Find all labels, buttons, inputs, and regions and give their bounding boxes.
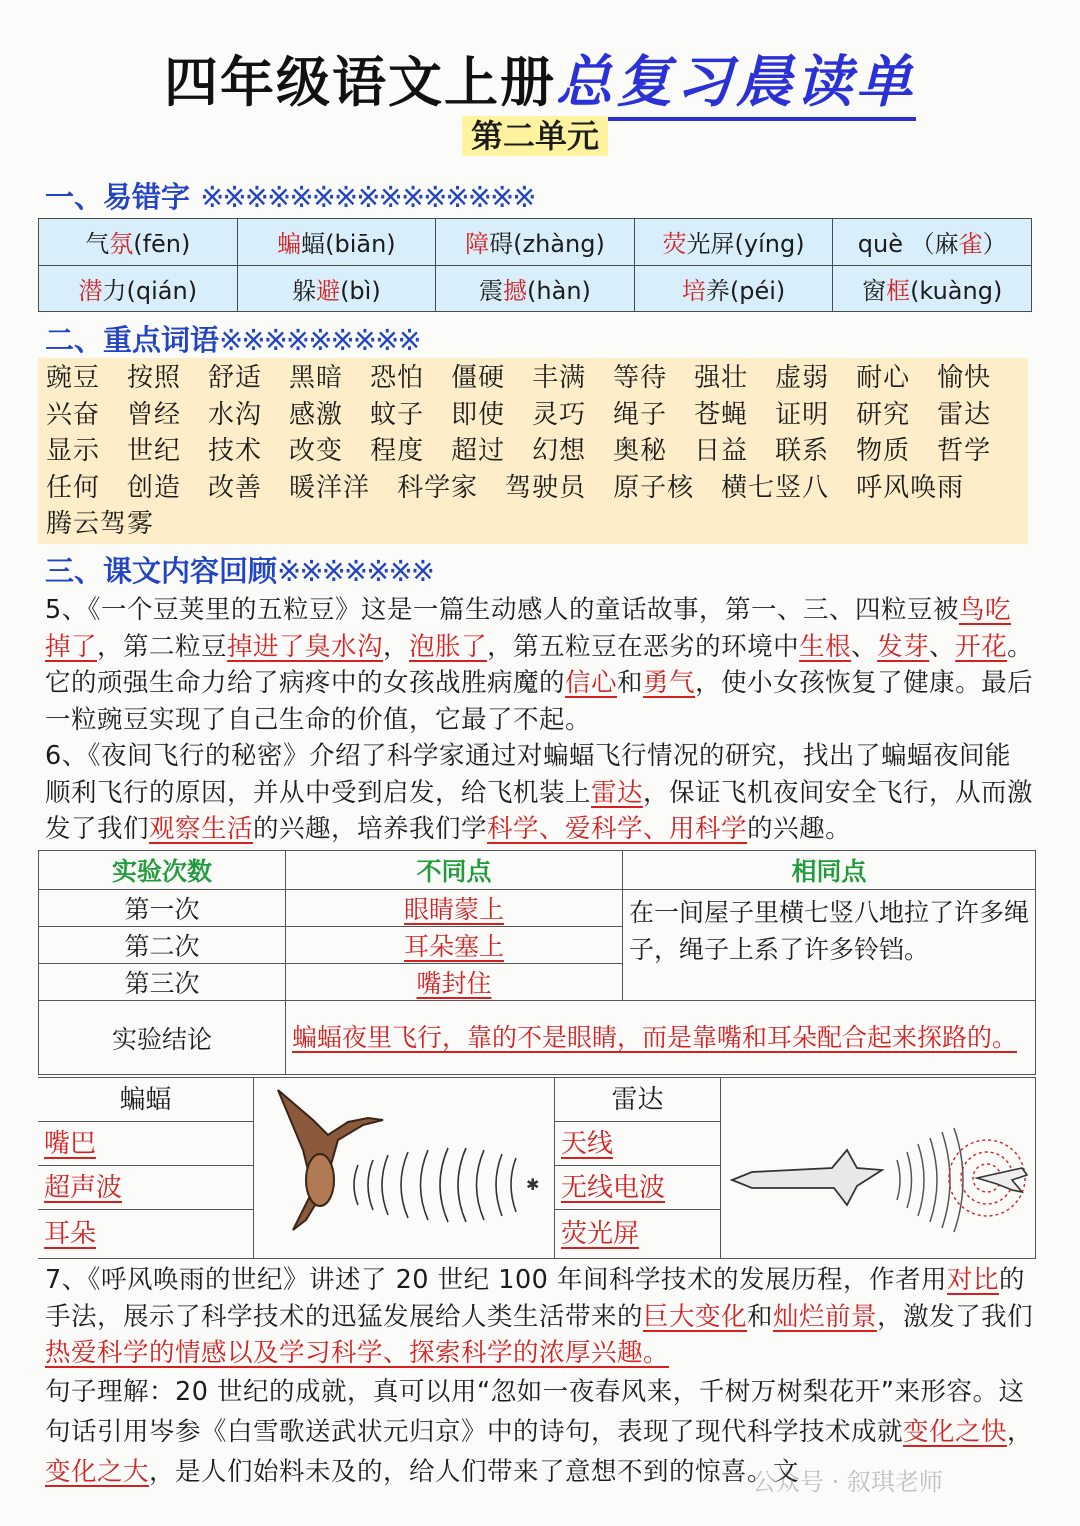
radar-item-2: 无线电波 [555, 1166, 720, 1210]
exp-row-1-count: 第一次 [39, 890, 286, 927]
typo-cell: 障碍(zhàng) [436, 219, 635, 266]
word-item: 等待 [613, 363, 668, 393]
word-item: 世纪 [127, 436, 182, 466]
answer-text: 开花 [955, 631, 1008, 662]
word-item: 雷达 [937, 399, 992, 430]
word-item: 感激 [289, 399, 344, 430]
bat-radar-diagram [38, 1077, 1036, 1259]
paragraph-text: 6、《夜间飞行的秘密》介绍了科学家通过对蝙蝠飞行情况的研究，找出了蝙蝠夜间能顺利飞行的原因，并从中受到启发，给飞机装上 [45, 741, 1011, 808]
answer-text: 泡胀了 [409, 631, 488, 662]
word-item: 水沟 [208, 399, 263, 430]
bat-item-1: 嘴巴 [38, 1122, 253, 1166]
insect-icon: ✱ [526, 1175, 540, 1194]
answer-text: 热爱科学的情感以及学习科学、探索科学的浓厚兴趣。 [45, 1338, 670, 1368]
title-part1: 四年级语文上册 [164, 51, 556, 114]
word-item: 蚊子 [370, 399, 425, 430]
typo-cell: 蝙蝠(biān) [237, 219, 436, 266]
paragraph-text: 5、《一个豆荚里的五粒豆》这是一篇生动感人的童话故事，第一、三、四粒豆被 [45, 595, 959, 625]
word-item: 科学家 [397, 472, 479, 503]
typo-cell: 躲避(bì) [237, 265, 436, 312]
missile-icon [732, 1150, 882, 1205]
exp-row-2-diff: 耳朵塞上 [286, 927, 623, 964]
radar-column [554, 1078, 721, 1258]
paragraph-text: ，第五粒豆在恶劣的环境中 [487, 631, 800, 662]
word-item: 改善 [208, 472, 263, 503]
answer-text: 发芽 [877, 631, 930, 662]
answer-text: 掉进了臭水沟 [227, 631, 384, 662]
typo-cell: 气氛(fēn) [39, 219, 238, 266]
word-item: 研究 [856, 399, 911, 430]
bat-sonar-illustration [258, 1080, 553, 1256]
word-item: 驾驶员 [505, 472, 587, 503]
section2-stars: ※※※※※※※※※ [219, 323, 420, 357]
word-item: 哲学 [937, 436, 992, 466]
word-item: 日益 [694, 436, 749, 466]
section3-title: 三、课文内容回顾 [45, 554, 278, 588]
section1-stars: ※※※※※※※※※※※※※※※ [200, 180, 535, 214]
exp-header-same: 相同点 [623, 851, 1036, 890]
bat-header: 蝙蝠 [38, 1078, 253, 1122]
word-item: 按照 [127, 363, 182, 393]
exp-conclusion-label: 实验结论 [39, 1001, 286, 1075]
word-list [38, 358, 1028, 544]
word-item: 灵巧 [532, 399, 587, 430]
paragraph-text: ，使小女孩恢复了健康。最后一粒豌豆实现了自己生命的价值，它最了不起。 [45, 668, 1034, 735]
section2-heading [45, 318, 420, 359]
section3-heading [45, 549, 433, 590]
paragraph-text: 和 [617, 668, 644, 698]
exp-row-2-count: 第二次 [39, 927, 286, 964]
paragraph-5 [45, 592, 1035, 738]
unit-label: 第二单元 [462, 116, 608, 156]
paragraph-text: ，保证飞机夜间安全飞行，从而激发了我们 [45, 777, 1034, 844]
radar-header: 雷达 [555, 1078, 720, 1122]
page-title [0, 38, 1080, 118]
answer-text: 变化之快 [903, 1417, 1008, 1447]
word-item: 显示 [46, 436, 101, 466]
typo-cell: què （麻雀） [833, 219, 1032, 266]
answer-text: 信心 [565, 668, 618, 698]
paragraph-text: 。它的顽强生命力给了病疼中的女孩战胜病魔的 [45, 631, 1034, 698]
word-item: 虚弱 [775, 363, 830, 393]
word-item: 曾经 [127, 399, 182, 430]
answer-text: 鸟吃掉了 [45, 595, 1011, 662]
word-item: 任何 [46, 472, 101, 503]
word-item: 呼风唤雨 [856, 472, 965, 503]
paragraph-text: ，是人们始料未及的，给人们带来了意想不到的惊喜。文 [149, 1457, 800, 1487]
exp-header-count: 实验次数 [39, 851, 286, 890]
word-item: 强壮 [694, 363, 749, 393]
plane-icon [977, 1168, 1027, 1192]
word-item: 兴奋 [46, 399, 101, 430]
typo-cell: 潜力(qián) [39, 265, 238, 312]
exp-row-3-diff: 嘴封住 [286, 964, 623, 1001]
paragraph-text: ， [1007, 1417, 1034, 1447]
bat-item-3: 耳朵 [44, 1219, 97, 1249]
paragraph-text: ，第二粒豆 [97, 631, 228, 662]
bat-icon [278, 1090, 383, 1230]
paragraph-text: 、 [929, 631, 956, 662]
word-item: 暖洋洋 [289, 472, 371, 503]
paragraph-7 [45, 1262, 1035, 1372]
word-item: 奥秘 [613, 436, 668, 466]
paragraph-text: 句子理解：20 世纪的成就，真可以用“忽如一夜春风来，千树万树梨花开”来形容。这句话引用岑参《白雪歌送武状元归京》中的诗句，表现了现代科学技术成就 [45, 1377, 1025, 1447]
typo-cell: 培养(péi) [634, 265, 833, 312]
word-item: 苍蝇 [694, 399, 749, 430]
section3-stars: ※※※※※※※ [277, 554, 434, 588]
typo-table [38, 218, 1032, 312]
answer-text: 科学、爱科学、用科学 [487, 814, 748, 844]
paragraph-6 [45, 738, 1035, 848]
paragraph-text: 的兴趣。 [747, 814, 852, 844]
word-item: 联系 [775, 436, 830, 466]
paragraph-text: 的手法，展示了科学技术的迅猛发展给人类生活带来的 [45, 1265, 1026, 1332]
word-item: 黑暗 [289, 363, 344, 393]
word-item: 横七竖八 [721, 472, 830, 503]
watermark: 公众号 · 叙琪老师 [752, 1468, 943, 1496]
word-item: 豌豆 [46, 363, 101, 393]
section1-title: 一、易错字 [45, 180, 191, 214]
answer-text: 生根 [799, 631, 852, 662]
radar-item-1: 天线 [555, 1122, 720, 1166]
experiment-table [38, 850, 1036, 1075]
section1-heading [45, 175, 535, 216]
paragraph-text: 的兴趣，培养我们学 [253, 814, 488, 844]
word-item: 物质 [856, 436, 911, 466]
word-item: 证明 [775, 399, 830, 430]
answer-text: 变化之大 [45, 1457, 150, 1487]
word-item: 幻想 [532, 436, 587, 466]
typo-cell: 窗框(kuàng) [833, 265, 1032, 312]
word-item: 即使 [451, 399, 506, 430]
title-part2: 总复习晨读单 [556, 49, 916, 121]
paragraph-text: 和 [747, 1301, 774, 1332]
typo-cell: 荧光屏(yíng) [634, 219, 833, 266]
answer-text: 巨大变化 [643, 1301, 748, 1332]
answer-text: 灿烂前景 [773, 1301, 878, 1332]
paragraph-text: 7、《呼风唤雨的世纪》讲述了 20 世纪 100 年间科学技术的发展历程，作者用 [45, 1265, 948, 1295]
radar-illustration [722, 1080, 1032, 1256]
word-item: 恐怕 [370, 363, 425, 393]
exp-conclusion: 蝙蝠夜里飞行，靠的不是眼睛，而是靠嘴和耳朵配合起来探路的。 [286, 1001, 1036, 1075]
exp-row-1-diff: 眼睛蒙上 [286, 890, 623, 927]
paragraph-text: ，激发了我们 [877, 1301, 1034, 1332]
answer-text: 勇气 [643, 668, 696, 698]
word-item: 愉快 [937, 363, 992, 393]
bat-column [38, 1078, 254, 1258]
exp-same-cell: 在一间屋子里横七竖八地拉了许多绳子，绳子上系了许多铃铛。 [623, 890, 1036, 1001]
exp-header-diff: 不同点 [286, 851, 623, 890]
bat-item-2: 超声波 [38, 1166, 253, 1210]
word-item: 原子核 [613, 472, 695, 503]
word-item: 改变 [289, 436, 344, 466]
word-item: 程度 [370, 436, 425, 466]
word-item: 僵硬 [451, 363, 506, 393]
paragraph-text: 、 [851, 631, 878, 662]
paragraph-text: ， [383, 631, 410, 662]
word-item: 耐心 [856, 363, 911, 393]
section2-title: 二、重点词语 [45, 323, 220, 357]
answer-text: 雷达 [591, 777, 644, 808]
answer-text: 对比 [947, 1265, 1000, 1295]
word-item: 创造 [127, 472, 182, 503]
word-item: 技术 [208, 436, 263, 466]
typo-cell: 震撼(hàn) [436, 265, 635, 312]
word-item: 腾云驾雾 [46, 509, 155, 539]
answer-text: 观察生活 [149, 814, 254, 844]
word-item: 超过 [451, 436, 506, 466]
radar-item-3: 荧光屏 [561, 1219, 640, 1249]
word-item: 丰满 [532, 363, 587, 393]
exp-row-3-count: 第三次 [39, 964, 286, 1001]
word-item: 绳子 [613, 399, 668, 430]
word-item: 舒适 [208, 363, 263, 393]
